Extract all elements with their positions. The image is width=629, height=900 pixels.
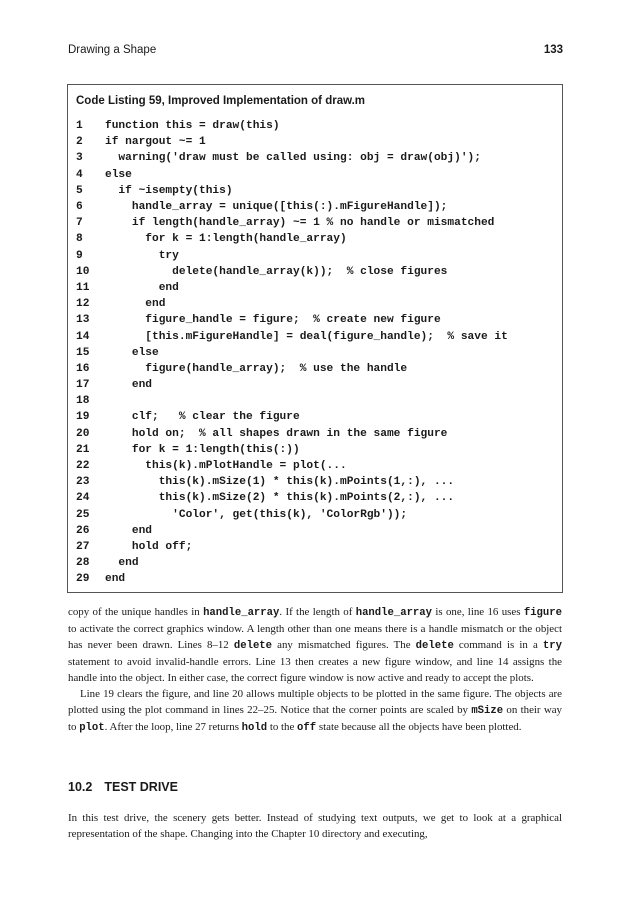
text-run: to the — [267, 721, 298, 733]
line-code: else — [105, 168, 132, 181]
line-code: figure_handle = figure; % create new figure — [105, 314, 441, 327]
text-run: on their way to — [68, 704, 562, 733]
code-listing-title: Code Listing 59, Improved Implementation of draw.m — [76, 95, 366, 107]
code-line — [76, 215, 560, 231]
line-code: try — [105, 249, 179, 262]
inline-code: plot — [79, 722, 105, 734]
line-code: hold on; % all shapes drawn in the same figure — [105, 427, 448, 440]
text-run: to activate the correct graphics window. A length other than one means there is a handle mismatch or the object has never been drawn. Lines 8–12 — [68, 623, 562, 651]
code-line — [76, 183, 560, 199]
line-number: 23 — [76, 476, 90, 489]
line-code: end — [105, 379, 152, 392]
line-number: 1 — [76, 120, 83, 133]
line-number: 6 — [76, 201, 83, 214]
code-line — [76, 523, 560, 539]
line-number: 21 — [76, 443, 90, 456]
code-line — [76, 555, 560, 571]
code-line — [76, 377, 560, 393]
line-number: 13 — [76, 314, 90, 327]
line-number: 2 — [76, 136, 83, 149]
line-number: 29 — [76, 573, 90, 586]
code-line — [76, 134, 560, 150]
code-line — [76, 442, 560, 458]
paragraph-plot-explanation — [68, 686, 562, 736]
code-line — [76, 539, 560, 555]
line-code: hold off; — [105, 540, 193, 553]
line-number: 22 — [76, 460, 90, 473]
text-run: state because all the objects have been plotted. — [316, 721, 522, 733]
section-number: 10.2 — [68, 780, 93, 794]
section-heading — [68, 780, 178, 794]
line-number: 17 — [76, 379, 90, 392]
line-code: end — [105, 524, 152, 537]
line-number: 5 — [76, 184, 83, 197]
line-number: 7 — [76, 217, 83, 230]
line-code: this(k).mPlotHandle = plot(... — [105, 460, 347, 473]
inline-code: off — [297, 722, 317, 734]
text-run: copy of the unique handles in — [68, 606, 204, 618]
line-number: 11 — [76, 281, 90, 294]
code-line — [76, 312, 560, 328]
line-code: end — [105, 281, 179, 294]
line-code: for k = 1:length(handle_array) — [105, 233, 347, 246]
line-code: clf; % clear the figure — [105, 411, 300, 424]
line-code: handle_array = unique([this(:).mFigureHandle]); — [105, 201, 448, 214]
page-number: 133 — [543, 44, 563, 56]
body-text-upper — [68, 604, 562, 736]
code-line — [76, 118, 560, 134]
line-number: 19 — [76, 411, 90, 424]
line-code: end — [105, 557, 139, 570]
code-listing-box — [67, 84, 563, 593]
running-header — [68, 44, 563, 60]
line-code: if nargout ~= 1 — [105, 136, 206, 149]
line-code: end — [105, 573, 126, 586]
code-line — [76, 409, 560, 425]
line-code: if ~isempty(this) — [105, 184, 233, 197]
inline-code: delete — [415, 640, 454, 652]
code-line — [76, 345, 560, 361]
inline-code: delete — [233, 640, 273, 652]
code-line — [76, 571, 560, 587]
inline-code: mSize — [471, 705, 504, 717]
line-number: 25 — [76, 508, 90, 521]
line-code: 'Color', get(this(k), 'ColorRgb')); — [105, 508, 408, 521]
code-line — [76, 167, 560, 183]
line-number: 8 — [76, 233, 83, 246]
line-code: if length(handle_array) ~= 1 % no handle or mismatched — [105, 217, 495, 230]
text-run: any mismatched figures. The — [272, 639, 416, 651]
line-code: for k = 1:length(this(:)) — [105, 443, 300, 456]
line-number: 9 — [76, 249, 83, 262]
line-number: 10 — [76, 265, 90, 278]
text-run: . After the loop, line 27 returns — [104, 721, 242, 733]
code-line — [76, 507, 560, 523]
running-header-title: Drawing a Shape — [68, 44, 157, 56]
inline-code: figure — [523, 607, 562, 619]
line-number: 12 — [76, 298, 90, 311]
code-line — [76, 393, 560, 409]
paragraph-handle-explanation — [68, 604, 562, 686]
code-line — [76, 361, 560, 377]
code-line — [76, 490, 560, 506]
code-line — [76, 199, 560, 215]
text-run: is one, line 16 uses — [432, 606, 524, 618]
inline-code: handle_array — [203, 607, 280, 619]
line-code: this(k).mSize(2) * this(k).mPoints(2,:), ... — [105, 492, 455, 505]
line-code: delete(handle_array(k)); % close figures — [105, 265, 448, 278]
code-line — [76, 264, 560, 280]
line-number: 28 — [76, 557, 90, 570]
line-number: 4 — [76, 168, 83, 181]
line-number: 3 — [76, 152, 83, 165]
text-run: statement to avoid invalid-handle errors. Line 13 then creates a new figure window, and line 14 assigns the handle into the object. In either case, the correct figure window is now active and ready to accept the plots. — [68, 656, 562, 684]
line-number: 20 — [76, 427, 90, 440]
inline-code: handle_array — [355, 607, 433, 619]
text-run: . If the length of — [279, 606, 356, 618]
line-code: [this.mFigureHandle] = deal(figure_handle); % save it — [105, 330, 508, 343]
line-number: 24 — [76, 492, 90, 505]
inline-code: hold — [241, 722, 268, 734]
code-line — [76, 150, 560, 166]
code-listing-lines — [76, 118, 560, 587]
line-code: else — [105, 346, 159, 359]
code-line — [76, 458, 560, 474]
line-number: 14 — [76, 330, 90, 343]
line-number: 26 — [76, 524, 90, 537]
code-line — [76, 328, 560, 344]
paragraph-test-drive-intro: In this test drive, the scenery gets better. Instead of studying text outputs, we get to look at a graphical representation of the shape. Changing into the Chapter 10 directory and executing, — [68, 812, 562, 840]
line-number: 15 — [76, 346, 90, 359]
line-code: warning('draw must be called using: obj = draw(obj)'); — [105, 152, 481, 165]
code-line — [76, 474, 560, 490]
text-run: Line 19 clears the figure, and line 20 allows multiple objects to be plotted in the same figure. The objects are plotted using the plot command in lines 22–25. Notice that the corner points are scaled by — [68, 688, 562, 716]
code-line — [76, 296, 560, 312]
code-line — [76, 248, 560, 264]
code-line — [76, 231, 560, 247]
line-code: function this = draw(this) — [105, 120, 280, 133]
code-line — [76, 426, 560, 442]
code-line — [76, 280, 560, 296]
line-code: figure(handle_array); % use the handle — [105, 362, 408, 375]
section-title: TEST DRIVE — [104, 780, 178, 794]
body-text-lower — [68, 810, 562, 842]
line-number: 27 — [76, 540, 90, 553]
line-code: this(k).mSize(1) * this(k).mPoints(1,:), ... — [105, 476, 455, 489]
text-run: command is in a — [453, 639, 543, 651]
line-number: 16 — [76, 362, 90, 375]
line-code: end — [105, 298, 166, 311]
line-number: 18 — [76, 395, 90, 408]
inline-code: try — [542, 640, 562, 652]
